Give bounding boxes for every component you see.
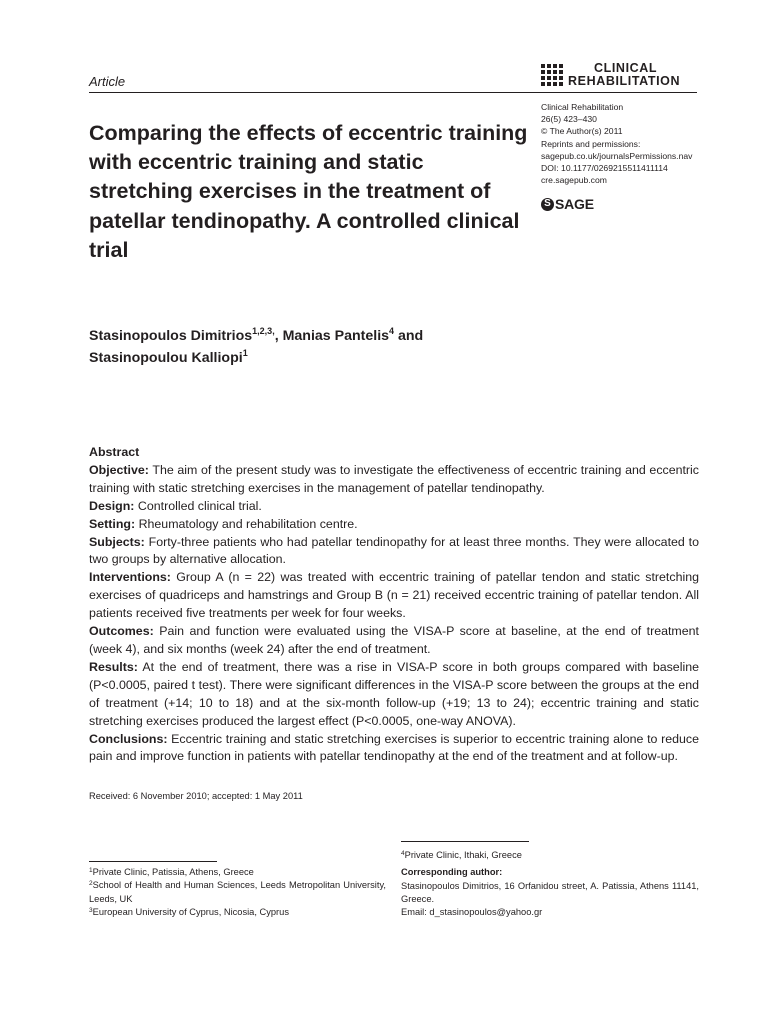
affiliation-footnote: $^2$School of Health and Human Sciences, Leeds Metropolitan University, Leeds, UK — [89, 880, 386, 904]
abstract-objective — [89, 462, 699, 498]
received-dates: Received: 6 November 2010; accepted: 1 May 2011 — [89, 791, 303, 801]
publisher-name: SAGE — [555, 196, 594, 212]
author-name: Manias Pantelis — [282, 328, 390, 344]
abstract-heading: Abstract — [89, 445, 140, 459]
corresponding-author-heading: Corresponding author: — [401, 867, 503, 878]
corresponding-author-email[interactable]: Email: d_stasinopoulos@yahoo.gr — [401, 907, 543, 918]
journal-logo-line1: CLINICAL — [594, 61, 658, 75]
abstract-section-label: Objective: — [89, 462, 149, 477]
abstract-section-label: Setting: — [89, 516, 136, 531]
footnote-rule — [401, 841, 529, 842]
journal-info-doi[interactable]: DOI: 10.1177/0269215511411114 — [541, 163, 668, 174]
abstract-section-text: Eccentric training and static stretching exercises is superior to eccentric training alone to reduce pain and improve function in patients with patellar tendinopathy at the end of the treatment and at follow-up. — [89, 731, 699, 764]
abstract-section-text: The aim of the present study was to investigate the effectiveness of eccentric training and eccentric training with static stretching exercises in the management of patellar tendinopathy. — [89, 462, 700, 495]
abstract-section-text: At the end of treatment, there was a rise in VISA-P score in both groups compared with baseline (P<0.0005, paired t test). There were significant differences in the VISA-P score between the groups at the end of treatment (+14; 10 to 18) and at the six-month follow-up (+19; 13 to 24); eccentric training and static stretching exercises produced the largest effect (P<0.0005, one-way ANOVA). — [89, 659, 699, 728]
abstract-section-label: Outcomes: — [89, 624, 154, 639]
abstract-section-label: Conclusions: — [89, 731, 168, 746]
author-affiliation-marker: 1,2,3, — [252, 326, 275, 336]
journal-info — [541, 101, 692, 186]
affiliation-footnote: $^1$Private Clinic, Patissia, Athens, Greece — [89, 867, 254, 877]
abstract-subjects — [89, 534, 699, 570]
affiliation-footnote: $^3$European University of Cyprus, Nicosia, Cyprus — [89, 906, 289, 917]
affiliation-footnote: $^4$Private Clinic, Ithaki, Greece — [401, 850, 522, 860]
header-rule — [89, 92, 697, 93]
article-title: Comparing the effects of eccentric training with eccentric training and static stretching exercises in the treatment of patellar tendinopathy. A controlled clinical trial — [89, 121, 528, 262]
abstract-section-text: Group A (n = 22) was treated with eccentric training of patellar tendon and static stretching exercises of quadriceps and hamstrings and Group B (n = 21) received eccentric training of patellar tendon. All patients received five treatments per week for four weeks. — [89, 570, 699, 621]
abstract-section-label: Design: — [89, 498, 135, 513]
corresponding-author-address: Stasinopoulos Dimitrios, 16 Orfanidou street, A. Patissia, Athens 11141, Greece. — [401, 880, 699, 904]
journal-info-permissions-link[interactable]: sagepub.co.uk/journalsPermissions.nav — [541, 150, 693, 161]
author-list — [89, 325, 589, 369]
publisher-logo — [541, 196, 594, 212]
journal-info-volume: 26(5) 423–430 — [541, 114, 597, 125]
footnote-rule — [89, 861, 217, 862]
grid-icon — [541, 64, 563, 86]
journal-info-reprints: Reprints and permissions: — [541, 138, 641, 149]
abstract-section-text: Controlled clinical trial. — [137, 498, 262, 513]
journal-logo-line2: REHABILITATION — [568, 74, 681, 88]
abstract-section-text: Rheumatology and rehabilitation centre. — [138, 516, 358, 531]
corresponding-footnotes — [401, 849, 699, 919]
abstract-section-text: Forty-three patients who had patellar tendinopathy for at least three months. They were allocated to two groups by alternative allocation. — [89, 534, 699, 567]
author-name: Stasinopoulou Kalliopi — [89, 350, 243, 366]
journal-info-website[interactable]: cre.sagepub.com — [541, 175, 607, 186]
abstract-design — [89, 498, 699, 516]
author-name: Stasinopoulos Dimitrios — [89, 328, 253, 344]
author-separator: and — [394, 328, 424, 344]
journal-logo — [541, 60, 680, 90]
abstract — [89, 444, 699, 766]
abstract-conclusions — [89, 731, 699, 767]
author-affiliation-marker: 4 — [389, 326, 395, 336]
abstract-section-text: Pain and function were evaluated using the VISA-P score at baseline, at the end of treatment (week 4), and six months (week 24) after the end of treatment. — [89, 624, 699, 656]
abstract-outcomes — [89, 623, 699, 659]
abstract-results — [89, 659, 699, 731]
sage-circle-icon: S — [541, 198, 554, 211]
article-type-label: Article — [89, 74, 126, 89]
author-affiliation-marker: 1 — [242, 348, 248, 358]
abstract-setting — [89, 516, 699, 534]
journal-info-copyright: © The Author(s) 2011 — [541, 126, 623, 137]
abstract-section-label: Interventions: — [89, 570, 171, 585]
abstract-interventions — [89, 569, 699, 623]
affiliation-footnotes — [89, 866, 386, 919]
abstract-section-label: Subjects: — [89, 534, 145, 549]
author-separator: , — [274, 328, 283, 344]
abstract-section-label: Results: — [89, 659, 138, 674]
journal-info-name: Clinical Rehabilitation — [541, 102, 624, 112]
